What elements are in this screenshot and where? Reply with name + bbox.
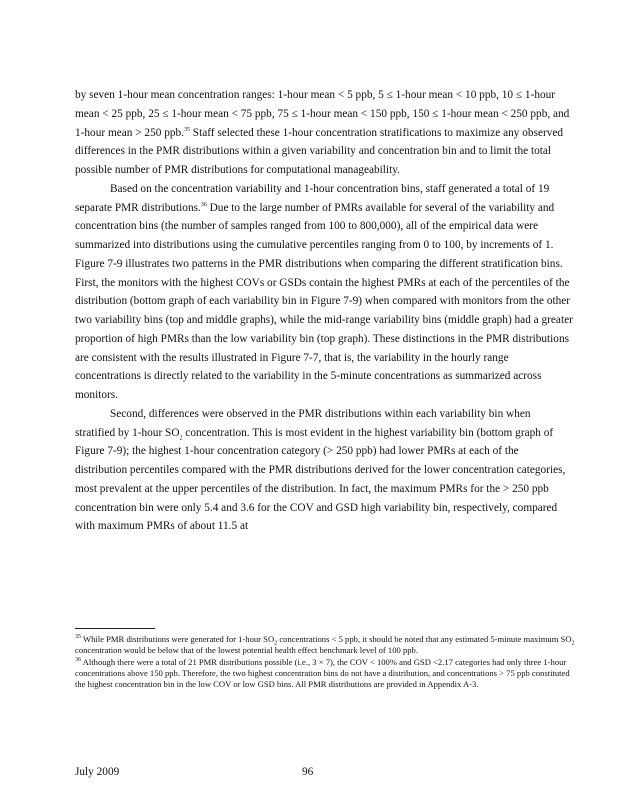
paragraph-2 (75, 180, 573, 405)
body-text (75, 86, 573, 536)
footnote-36 (75, 657, 575, 690)
footnote-35 (75, 634, 575, 656)
footnote-35-text-a: While PMR distributions were generated for 1-hour SO (81, 634, 275, 644)
paragraph-1-text: by seven 1-hour mean concentration ranges: 1-hour mean < 5 ppb, 5 ≤ 1-hour mean < 10 ppb, 10 ≤ 1-hour mean < 25 ppb, 25 ≤ 1-hour mean < 75 ppb, 75 ≤ 1-hour mean < 150 ppb, 150 ≤ 1-hour mean < 250 ppb, and 1-hour mean > 250 ppb. (75, 89, 570, 139)
footnote-35-sub-1: 2 (274, 640, 278, 647)
footnote-ref-35: 35 (183, 126, 190, 133)
footnote-35-mark: 35 (75, 634, 81, 641)
page-number: 96 (302, 766, 314, 778)
footnote-35-sub-2: 2 (571, 640, 575, 647)
footnotes (75, 634, 575, 691)
footnote-divider (75, 628, 155, 629)
paragraph-1-rest: Staff selected these 1-hour concentration stratifications to maximize any observed differences in the PMR distributions within a given variability and concentration bin and to limit the total possible number of PMR distributions for computational manageability. (75, 126, 564, 176)
footnote-ref-36: 36 (200, 201, 207, 208)
footnote-35-text-c: concentration would be below that of the lowest potential health effect benchmark level of 100 ppb. (75, 645, 419, 655)
footnote-36-text: Although there were a total of 21 PMR distributions possible (i.e., 3 × 7), the COV < 100% and GSD <2.17 categories had only three 1-hour concentrations above 150 ppb. Therefore, the two highest concentration bins do not have a distribution, and concentrations > 75 ppb constituted the highest concentration bin in the low COV or low GSD bins. All PMR distributions are provided in Appendix A-3. (75, 657, 570, 689)
paragraph-3 (75, 405, 573, 536)
paragraph-1 (75, 86, 573, 180)
footer-date: July 2009 (75, 766, 120, 778)
paragraph-3-rest: concentration. This is most evident in the highest variability bin (bottom graph of Figure 7-9); the highest 1-hour concentration category (> 250 ppb) had lower PMRs at each of the distribution percentiles compared with the PMR distributions derived for the lower concentration categories, most prevalent at the upper percentiles of the distribution. In fact, the maximum PMRs for the > 250 ppb concentration bin were only 5.4 and 3.6 for the COV and GSD high variability bin, respectively, compared with maximum PMRs of about 11.5 at (75, 426, 566, 533)
subscript-2: 2 (179, 434, 183, 441)
paragraph-2-rest: Due to the large number of PMRs available for several of the variability and concentration bins (the number of samples ranged from 100 to 800,000), all of the empirical data were summarized into distributions using the cumulative percentiles ranging from 0 to 100, by increments of 1. Figure 7-9 illustrates two patterns in the PMR distributions when comparing the different stratification bins. First, the monitors with the highest COVs or GSDs contain the highest PMRs at each of the percentiles of the distribution (bottom graph of each variability bin in Figure 7-9) when compared with monitors from the other two variability bins (top and middle graphs), while the mid-range variability bins (middle graph) had a greater proportion of high PMRs than the low variability bin (top graph). These distinctions in the PMR distributions are consistent with the results illustrated in Figure 7-7, that is, the variability in the hourly range concentrations is directly related to the variability in the 5-minute concentrations as summarized across monitors. (75, 201, 573, 401)
paragraph-3-text: Second, differences were observed in the PMR distributions within each variability bin when stratified by 1-hour SO (75, 407, 531, 439)
footnote-35-text-b: concentrations < 5 ppb, it should be noted that any estimated 5-minute maximum SO (277, 634, 572, 644)
footnote-36-mark: 36 (75, 657, 81, 664)
paragraph-2-text: Based on the concentration variability and 1-hour concentration bins, staff generated a total of 19 separate PMR distributions. (75, 182, 550, 214)
